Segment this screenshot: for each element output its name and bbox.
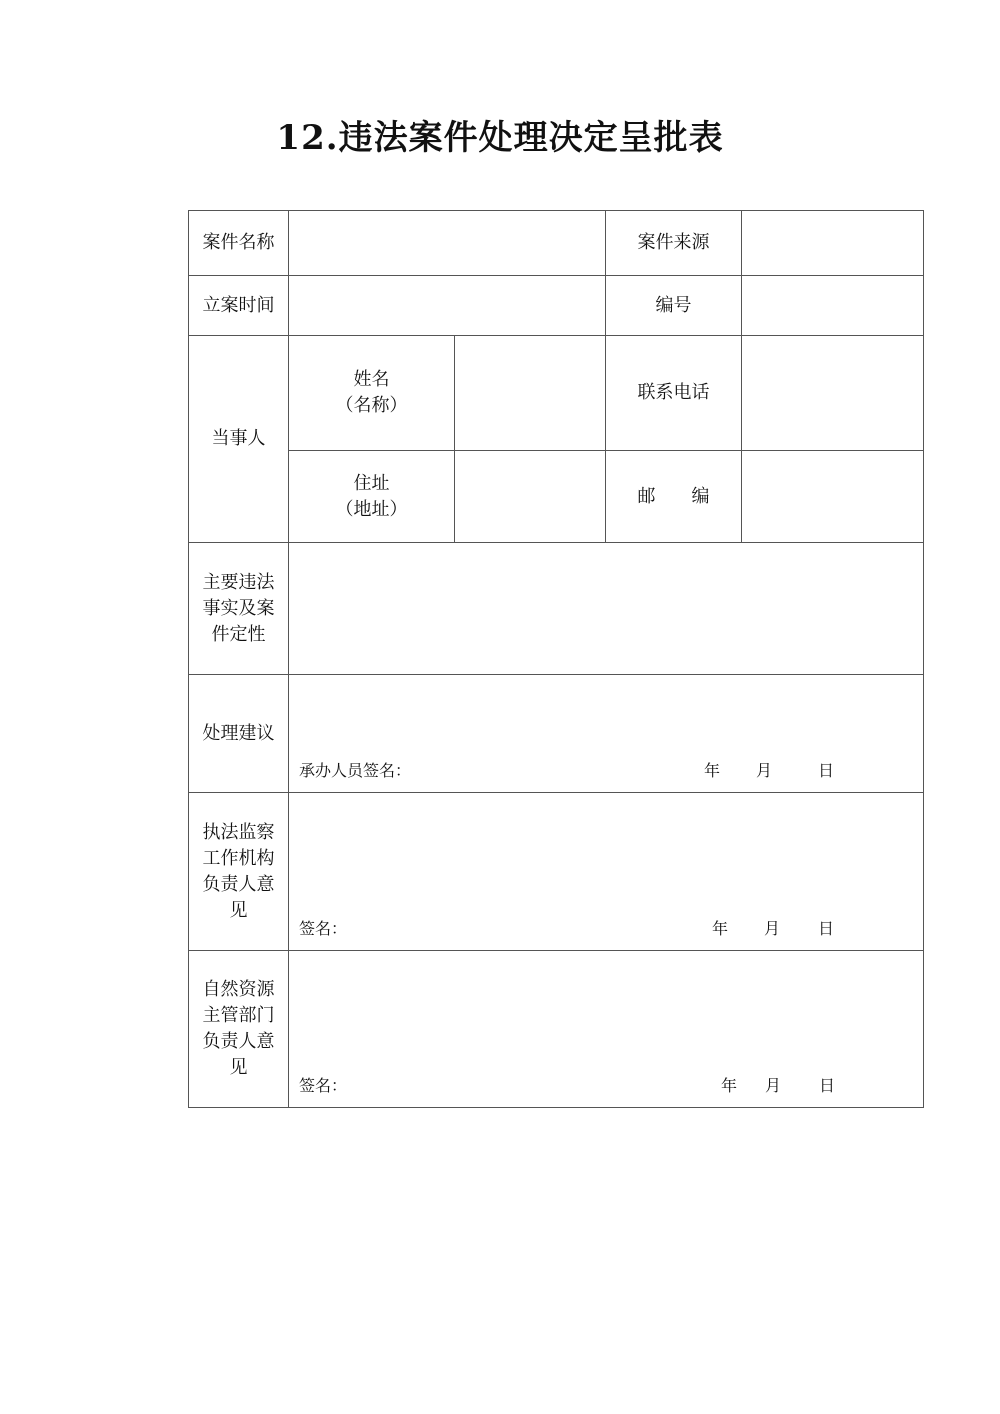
date-day: 日 xyxy=(818,761,835,780)
name-label xyxy=(289,336,455,451)
case-name-field[interactable] xyxy=(289,211,606,276)
facts-label-text: 主要违法事实及案件定性 xyxy=(202,571,275,645)
row-facts xyxy=(189,543,924,675)
dept-field[interactable] xyxy=(289,951,924,1108)
date-day: 日 xyxy=(819,1076,836,1095)
row-party-name xyxy=(189,336,924,451)
row-suggestion xyxy=(189,675,924,793)
date-month: 月 xyxy=(765,1076,782,1095)
postcode-field[interactable] xyxy=(742,451,924,543)
date-year: 年 xyxy=(712,919,729,938)
suggestion-label: 处理建议 xyxy=(189,675,289,793)
date-month: 月 xyxy=(756,761,773,780)
name-label-line2: （名称） xyxy=(335,395,408,416)
dept-date xyxy=(721,1073,835,1099)
number-field[interactable] xyxy=(742,276,924,336)
row-party-address xyxy=(189,451,924,543)
phone-label: 联系电话 xyxy=(606,336,742,451)
enforcement-sign-label: 签名： xyxy=(299,919,348,938)
address-label-line1: 住址 xyxy=(353,472,390,494)
filing-time-field[interactable] xyxy=(289,276,606,336)
approval-form-table xyxy=(188,210,924,1108)
name-label-line1: 姓名 xyxy=(353,369,390,390)
enforcement-date xyxy=(712,916,834,942)
suggestion-date xyxy=(704,758,834,784)
row-filing-time xyxy=(189,276,924,336)
handler-sign-label: 承办人员签名： xyxy=(299,761,412,780)
number-label: 编号 xyxy=(606,276,742,336)
case-source-field[interactable] xyxy=(742,211,924,276)
case-name-label: 案件名称 xyxy=(189,211,289,276)
phone-field[interactable] xyxy=(742,336,924,451)
dept-label xyxy=(189,951,289,1108)
date-year: 年 xyxy=(721,1076,738,1095)
enforcement-field[interactable] xyxy=(289,793,924,951)
row-enforcement xyxy=(189,793,924,951)
date-day: 日 xyxy=(818,919,835,938)
row-dept xyxy=(189,951,924,1108)
address-label xyxy=(289,451,455,543)
name-field[interactable] xyxy=(455,336,606,451)
suggestion-field[interactable] xyxy=(289,675,924,793)
enforcement-label-text: 执法监察工作机构负责人意见 xyxy=(202,821,275,921)
postcode-label: 邮 编 xyxy=(606,451,742,543)
page-title: 12.违法案件处理决定呈批表 xyxy=(276,118,724,158)
dept-sign-label: 签名： xyxy=(299,1076,348,1095)
address-label-line2: （地址） xyxy=(335,498,408,520)
case-source-label: 案件来源 xyxy=(606,211,742,276)
date-year: 年 xyxy=(704,761,721,780)
row-case-name xyxy=(189,211,924,276)
dept-label-text: 自然资源主管部门负责人意见 xyxy=(202,979,275,1078)
filing-time-label: 立案时间 xyxy=(189,276,289,336)
address-field[interactable] xyxy=(455,451,606,543)
party-label: 当事人 xyxy=(189,336,289,543)
enforcement-label xyxy=(189,793,289,951)
facts-label xyxy=(189,543,289,675)
date-month: 月 xyxy=(764,919,781,938)
facts-field[interactable] xyxy=(289,543,924,675)
